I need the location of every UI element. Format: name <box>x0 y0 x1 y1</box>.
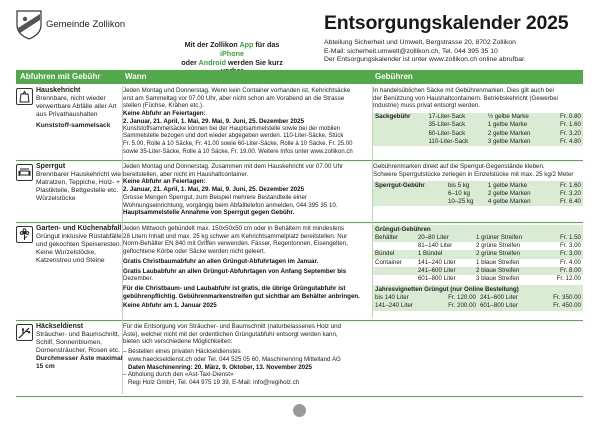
fee-table: Sackgebühr 17-Liter-Sack ½ gelbe Marke Fr. 0.80 35-Liter-Sack 1 gelbe Marke Fr. 1.60 60-Liter-Sack 2 gelbe Marken Fr. 3.20 110-Liter-Sack 3 gelbe Marken Fr. 4.80 <box>375 113 581 145</box>
column-header-gebuehren: Gebühren <box>375 72 413 81</box>
schedule-text: Jeden Montag und Donnerstag. Zusammen mit dem Hauskehricht vor 07.00 Uhr bereitstellen, aber nicht im Haushaltcontainer. Keine Abfuhr an Feiertagen: 2. Januar, 21. April, 1. Mai, 29. Mai, 9. Juni, 25. Dezember 2025 Grosse Mengen Sperrgut, zum Beispiel mehrere Bestandteile einer Wohnungseinrichtung, vorgängig beim Abfalltelefon anmelden, 044 395 35 10. Hauptsammelstelle Annahme von Sperrgut gegen Gebühr. <box>123 163 344 217</box>
branch-icon <box>16 324 33 341</box>
table-row-haeckseldienst <box>16 322 583 394</box>
android-link[interactable]: Android <box>198 57 227 67</box>
trash-bag-icon <box>16 88 33 105</box>
fee-info: Gebührenmarken direkt auf die Sperrgut-Gegenstände kleben. Schwere Sperrgutstücke zerlegen in Einzelstücke mit max. 25 kg/2 Meter Sperrgut-Gebühr bis 5 kg 1 gelbe Marke Fr. 1.60 6–10 kg 2 gelbe Marken Fr. 3.20 10–25 kg 4 gelbe Marken Fr. 6.40 <box>373 163 581 205</box>
row-title: Sperrgut <box>36 163 66 170</box>
row-divider <box>16 222 583 223</box>
table-row-sperrgut <box>16 162 583 220</box>
schedule-text: Für die Entsorgung von Sträucher- und Baumschnitt (naturbelassenes Holz und Äste), welcher nicht mit der ordentlichen Grüngutabfuhr entsorgt werden kann, bieten sich verschiedene Möglichkeiten: – Bestellen eines privaten Häckseldienstes www.haeckseldienst.ch oder Tel. 044 525 05 60, Maschinenring Mittelland AG Daten Maschinenring: 20. März, 9. Oktober, 13. November 2025 – Abholung durch den «Ast-Taxi-Dienst» Regi Holz GmbH, Tel. 044 975 19 39, E-Mail: info@regiholz.ch <box>123 323 373 387</box>
row-description: Brennbarer Hauskehricht wie Matratzen, Teppiche, Holz- + Plastikteile, Bettgestelle etc. Würzelstöcke <box>36 171 122 203</box>
column-header-wann: Wann <box>125 72 147 81</box>
row-divider <box>16 160 583 161</box>
schedule-text: Jeden Mittwoch gebündelt max. 150x50x50 cm oder in Behältern mit mindestens 28 Litern Inhalt und max. 25 kg schwer am Kehrichtsammelplatz bereitstellen. Nur Norm-Behälter EN 840 mit Griffen verwenden. Fässer, Regentonnen, Eisengelten, geflochtene Körbe oder Säcke werden nicht geleert. Gratis Christbaumabfuhr an allen Grüngut-Abfuhrtagen im Januar. Gratis Laubabfuhr an allen Grüngut-Abfuhrtagen von Anfang September bis Dezember. Für die Christbaum- und Laubabfuhr ist gratis, die übrige Grüngutabfuhr ist gebührenpflichtig. Gebührenmarkenstreifen gut sichtbar am Behälter anbringen. Keine Abfuhr am 1. Januar 2025 <box>123 225 360 310</box>
table-row-gartenabfall <box>16 224 583 318</box>
page-title: Entsorgungskalender 2025 <box>324 12 569 34</box>
fee-table: Sperrgut-Gebühr bis 5 kg 1 gelbe Marke Fr. 1.60 6–10 kg 2 gelbe Marken Fr. 3.20 10–25 kg 4 gelbe Marken Fr. 6.40 <box>375 181 581 205</box>
contact-info: Abteilung Sicherheit und Umwelt, Bergstrasse 20, 8702 Zollikon E-Mail: sicherheit.umwelt@zollikon.ch, Tel. 044 395 35 10 Der Entsorgungskalender ist unter www.zollikon.ch online abrufbar. <box>324 39 526 64</box>
page-indicator[interactable] <box>293 404 306 417</box>
row-subtitle: Durchmesser Äste maximal 15 cm <box>36 355 123 371</box>
row-subtitle: Kunststoff-sammelsack <box>36 122 111 130</box>
iphone-link[interactable]: iPhone <box>220 48 244 58</box>
row-title: Häckseldienst <box>36 323 84 330</box>
table-bottom-border <box>16 396 583 397</box>
fee-block-heading: Grüngut-Gebühren <box>373 225 583 234</box>
row-description: Brennbare, nicht wieder verwertbare Abfälle aller Art aus Privathaushalten <box>36 95 117 119</box>
vignette-table: bis 140 Liter Fr. 120.00 241–600 Liter Fr. 350.00 141–240 Liter Fr. 200.00 601–800 Liter Fr. 450.00 <box>375 294 581 310</box>
schedule-text: Jeden Montag und Donnerstag. Wenn kein Container vorhanden ist, Kehrichtsäcke erst am Sammeltag vor 07.00 Uhr, aber nicht schon am Vorabend an die Strasse stellen (Füchse, Krähen etc.). Keine Abfuhr an Feiertagen: 2. Januar, 21. April, 1. Mai, 29. Mai, 9. Juni, 25. Dezember 2025 Kunststoffsammelsäcke können bei der Hauptsammelstelle sowie bei der mobilen Sammelstelle bezogen und dort wieder abgegeben werden. 110-Liter-Säcke, Stück Fr. 5.00, Rolle à 10 Säcke, Fr. 41.00 sowie 60-Liter-Säcke, Rolle à 10 Säcke, Fr. 25.00 sowie 35-Liter-Säcke, Rolle à 10 Säcke, Fr. 19.00. Weitere Infos unter www.zollikon.ch <box>123 87 353 155</box>
sofa-icon <box>16 164 33 181</box>
row-divider <box>16 320 583 321</box>
fee-info: In handelsüblichen Säcke mit Gebührenmarken. Dies gilt auch bei der Benützung von Haushaltcontainern. Betriebskehricht (Gewerbe/ Industrie) muss privat entsorgt werden. Sackgebühr 17-Liter-Sack ½ gelbe Marke Fr. 0.80 35-Liter-Sack 1 gelbe Marke Fr. 1.60 60-Liter-Sack 2 gelbe Marken Fr. 3.20 110-Liter-Sack 3 gelbe Marken Fr. 4.80 <box>373 87 581 145</box>
row-description: Grüngut inklusive Rüstabfälle und gekochten Speiseresten. Keine Wurzelstöcke, Katzenstreu und Steine <box>36 233 122 265</box>
coat-of-arms-icon <box>16 10 42 40</box>
flower-icon <box>16 226 33 243</box>
app-link[interactable]: App <box>239 40 254 49</box>
row-description: Sträucher- und Baumschnitt, Schilf, Sonnenblumen, Dornensträucher, Rosen etc. <box>36 331 120 355</box>
haeckseldienst-link[interactable]: www.haeckseldienst.ch oder Tel. 044 525 05 60, Maschinenring Mittelland AG <box>128 355 341 363</box>
fee-info <box>373 225 583 311</box>
vignette-heading: Jahresvignetten Grüngut (nur Online Bestellung) <box>373 285 583 294</box>
row-title: Garten- und Küchenabfall <box>36 225 122 232</box>
municipality-name: Gemeinde Zollikon <box>46 19 126 30</box>
column-header-abfuhren: Abfuhren mit Gebühr <box>20 72 101 81</box>
app-promo: Mit der Zollikon App für das iPhone oder Android werden Sie kurz <box>181 40 283 67</box>
column-separator <box>122 86 123 394</box>
table-header <box>16 70 583 84</box>
municipality-logo <box>16 10 166 62</box>
table-row-hauskehricht <box>16 86 583 158</box>
fee-table: Behälter 20–80 Liter 1 grüner Streifen Fr. 1.50 81–140 Liter 2 grüne Streifen Fr. 3.00 Bündel 1 Bündel 2 grüne Streifen Fr. 3.00 Container 141–240 Liter 1 blaue Streifen Fr. 4.00 241–600 Liter 2 blaue Streifen Fr. 8.00 601–800 Liter 3 blaue Streifen Fr. 12.00 <box>375 234 581 283</box>
column-separator <box>372 86 373 318</box>
row-title: Hauskehricht <box>36 87 81 94</box>
